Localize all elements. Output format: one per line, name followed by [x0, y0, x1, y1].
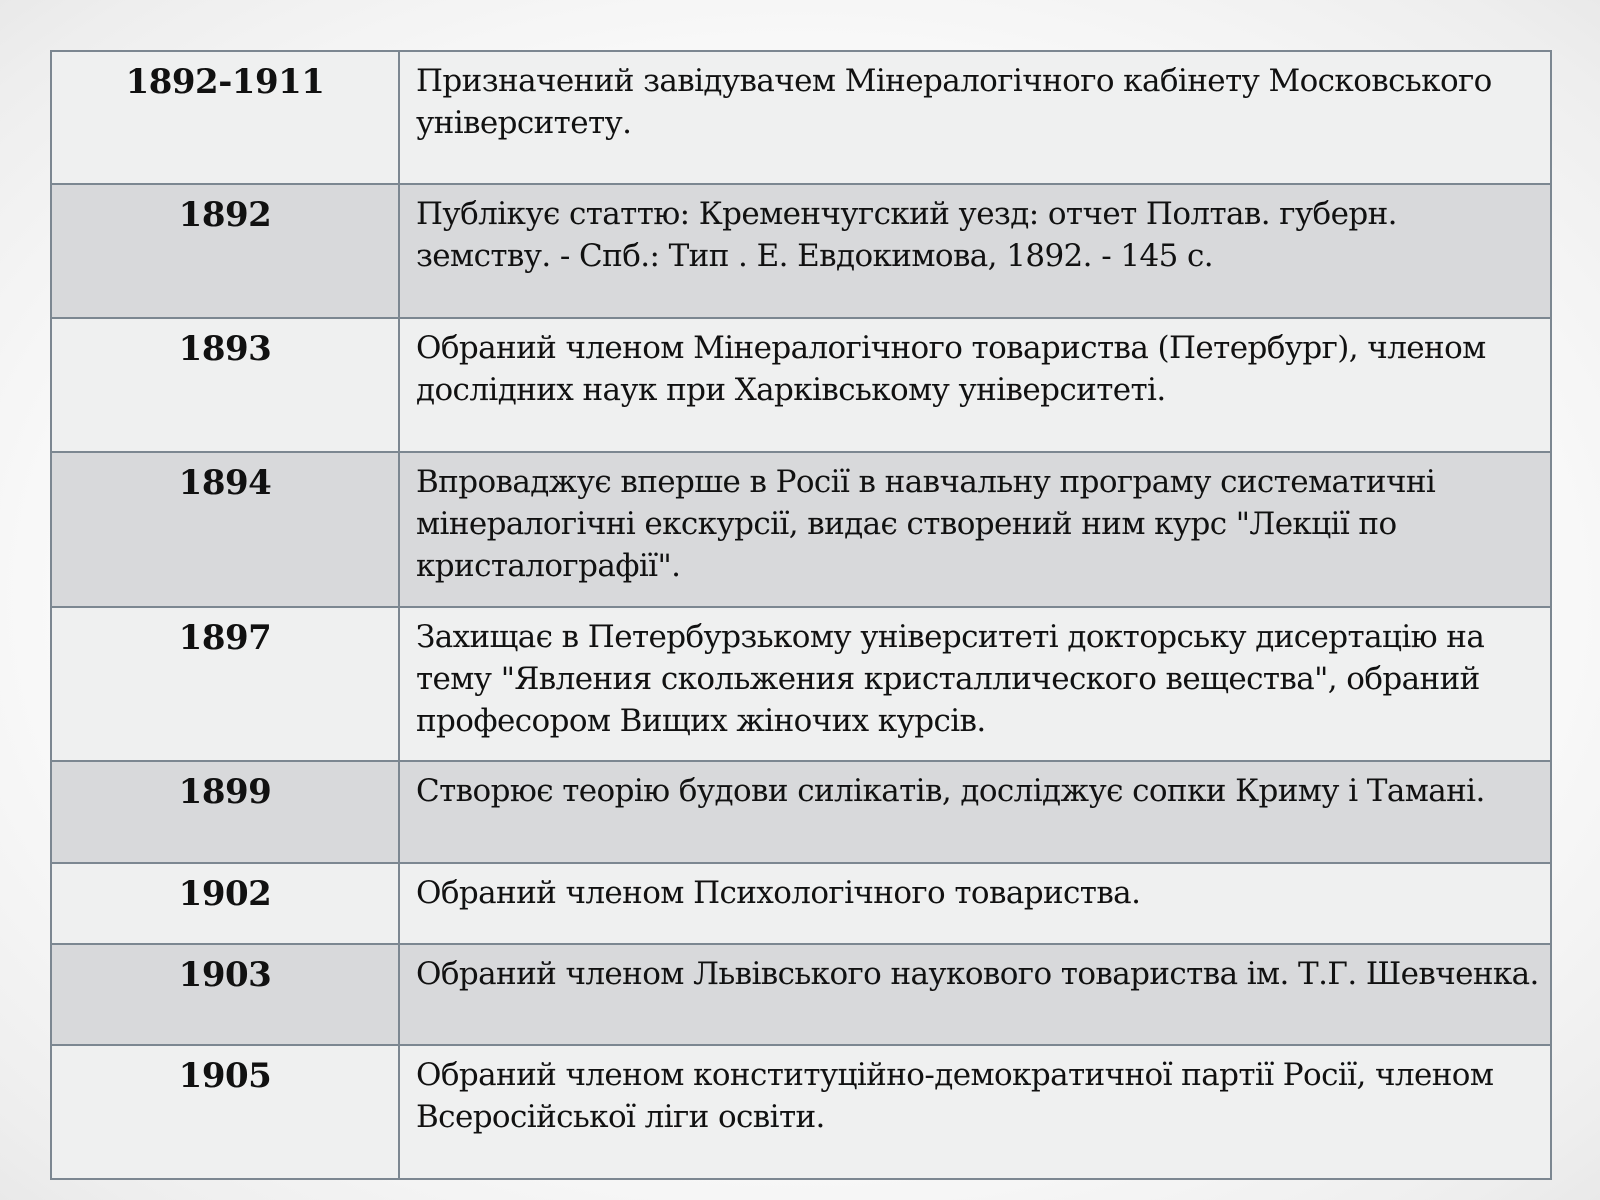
- table-row: [51, 51, 1551, 184]
- table-row: [51, 318, 1551, 452]
- year-cell: 1894: [51, 452, 399, 607]
- event-cell: Обраний членом Мінералогічного товариства (Петербург), членом дослідних наук при Харківському університеті.: [399, 318, 1551, 452]
- table-row: [51, 761, 1551, 863]
- table-row: [51, 944, 1551, 1045]
- event-cell: Створює теорію будови силікатів, досліджує сопки Криму і Тамані.: [399, 761, 1551, 863]
- year-cell: 1905: [51, 1045, 399, 1179]
- table-row: [51, 863, 1551, 944]
- event-cell: Впроваджує вперше в Росії в навчальну програму систематичні мінералогічні екскурсії, видає створений ним курс "Лекції по кристалографії".: [399, 452, 1551, 607]
- year-cell: 1903: [51, 944, 399, 1045]
- year-cell: 1899: [51, 761, 399, 863]
- table-row: [51, 452, 1551, 607]
- event-cell: Призначений завідувачем Мінералогічного кабінету Московського університету.: [399, 51, 1551, 184]
- year-cell: 1902: [51, 863, 399, 944]
- timeline-table: [50, 50, 1552, 1180]
- year-cell: 1892-1911: [51, 51, 399, 184]
- table-row: [51, 184, 1551, 318]
- event-cell: Захищає в Петербурзькому університеті докторську дисертацію на тему "Явления скольжения кристаллического вещества", обраний професором Вищих жіночих курсів.: [399, 607, 1551, 761]
- table-row: [51, 607, 1551, 761]
- year-cell: 1892: [51, 184, 399, 318]
- event-cell: Публікує статтю: Кременчугский уезд: отчет Полтав. губерн. земству. - Спб.: Тип . Е. Евдокимова, 1892. - 145 с.: [399, 184, 1551, 318]
- event-cell: Обраний членом Львівського наукового товариства ім. Т.Г. Шевченка.: [399, 944, 1551, 1045]
- event-cell: Обраний членом Психологічного товариства.: [399, 863, 1551, 944]
- year-cell: 1893: [51, 318, 399, 452]
- year-cell: 1897: [51, 607, 399, 761]
- table-row: [51, 1045, 1551, 1179]
- event-cell: Обраний членом конституційно-демократичної партії Росії, членом Всеросійської ліги освіти.: [399, 1045, 1551, 1179]
